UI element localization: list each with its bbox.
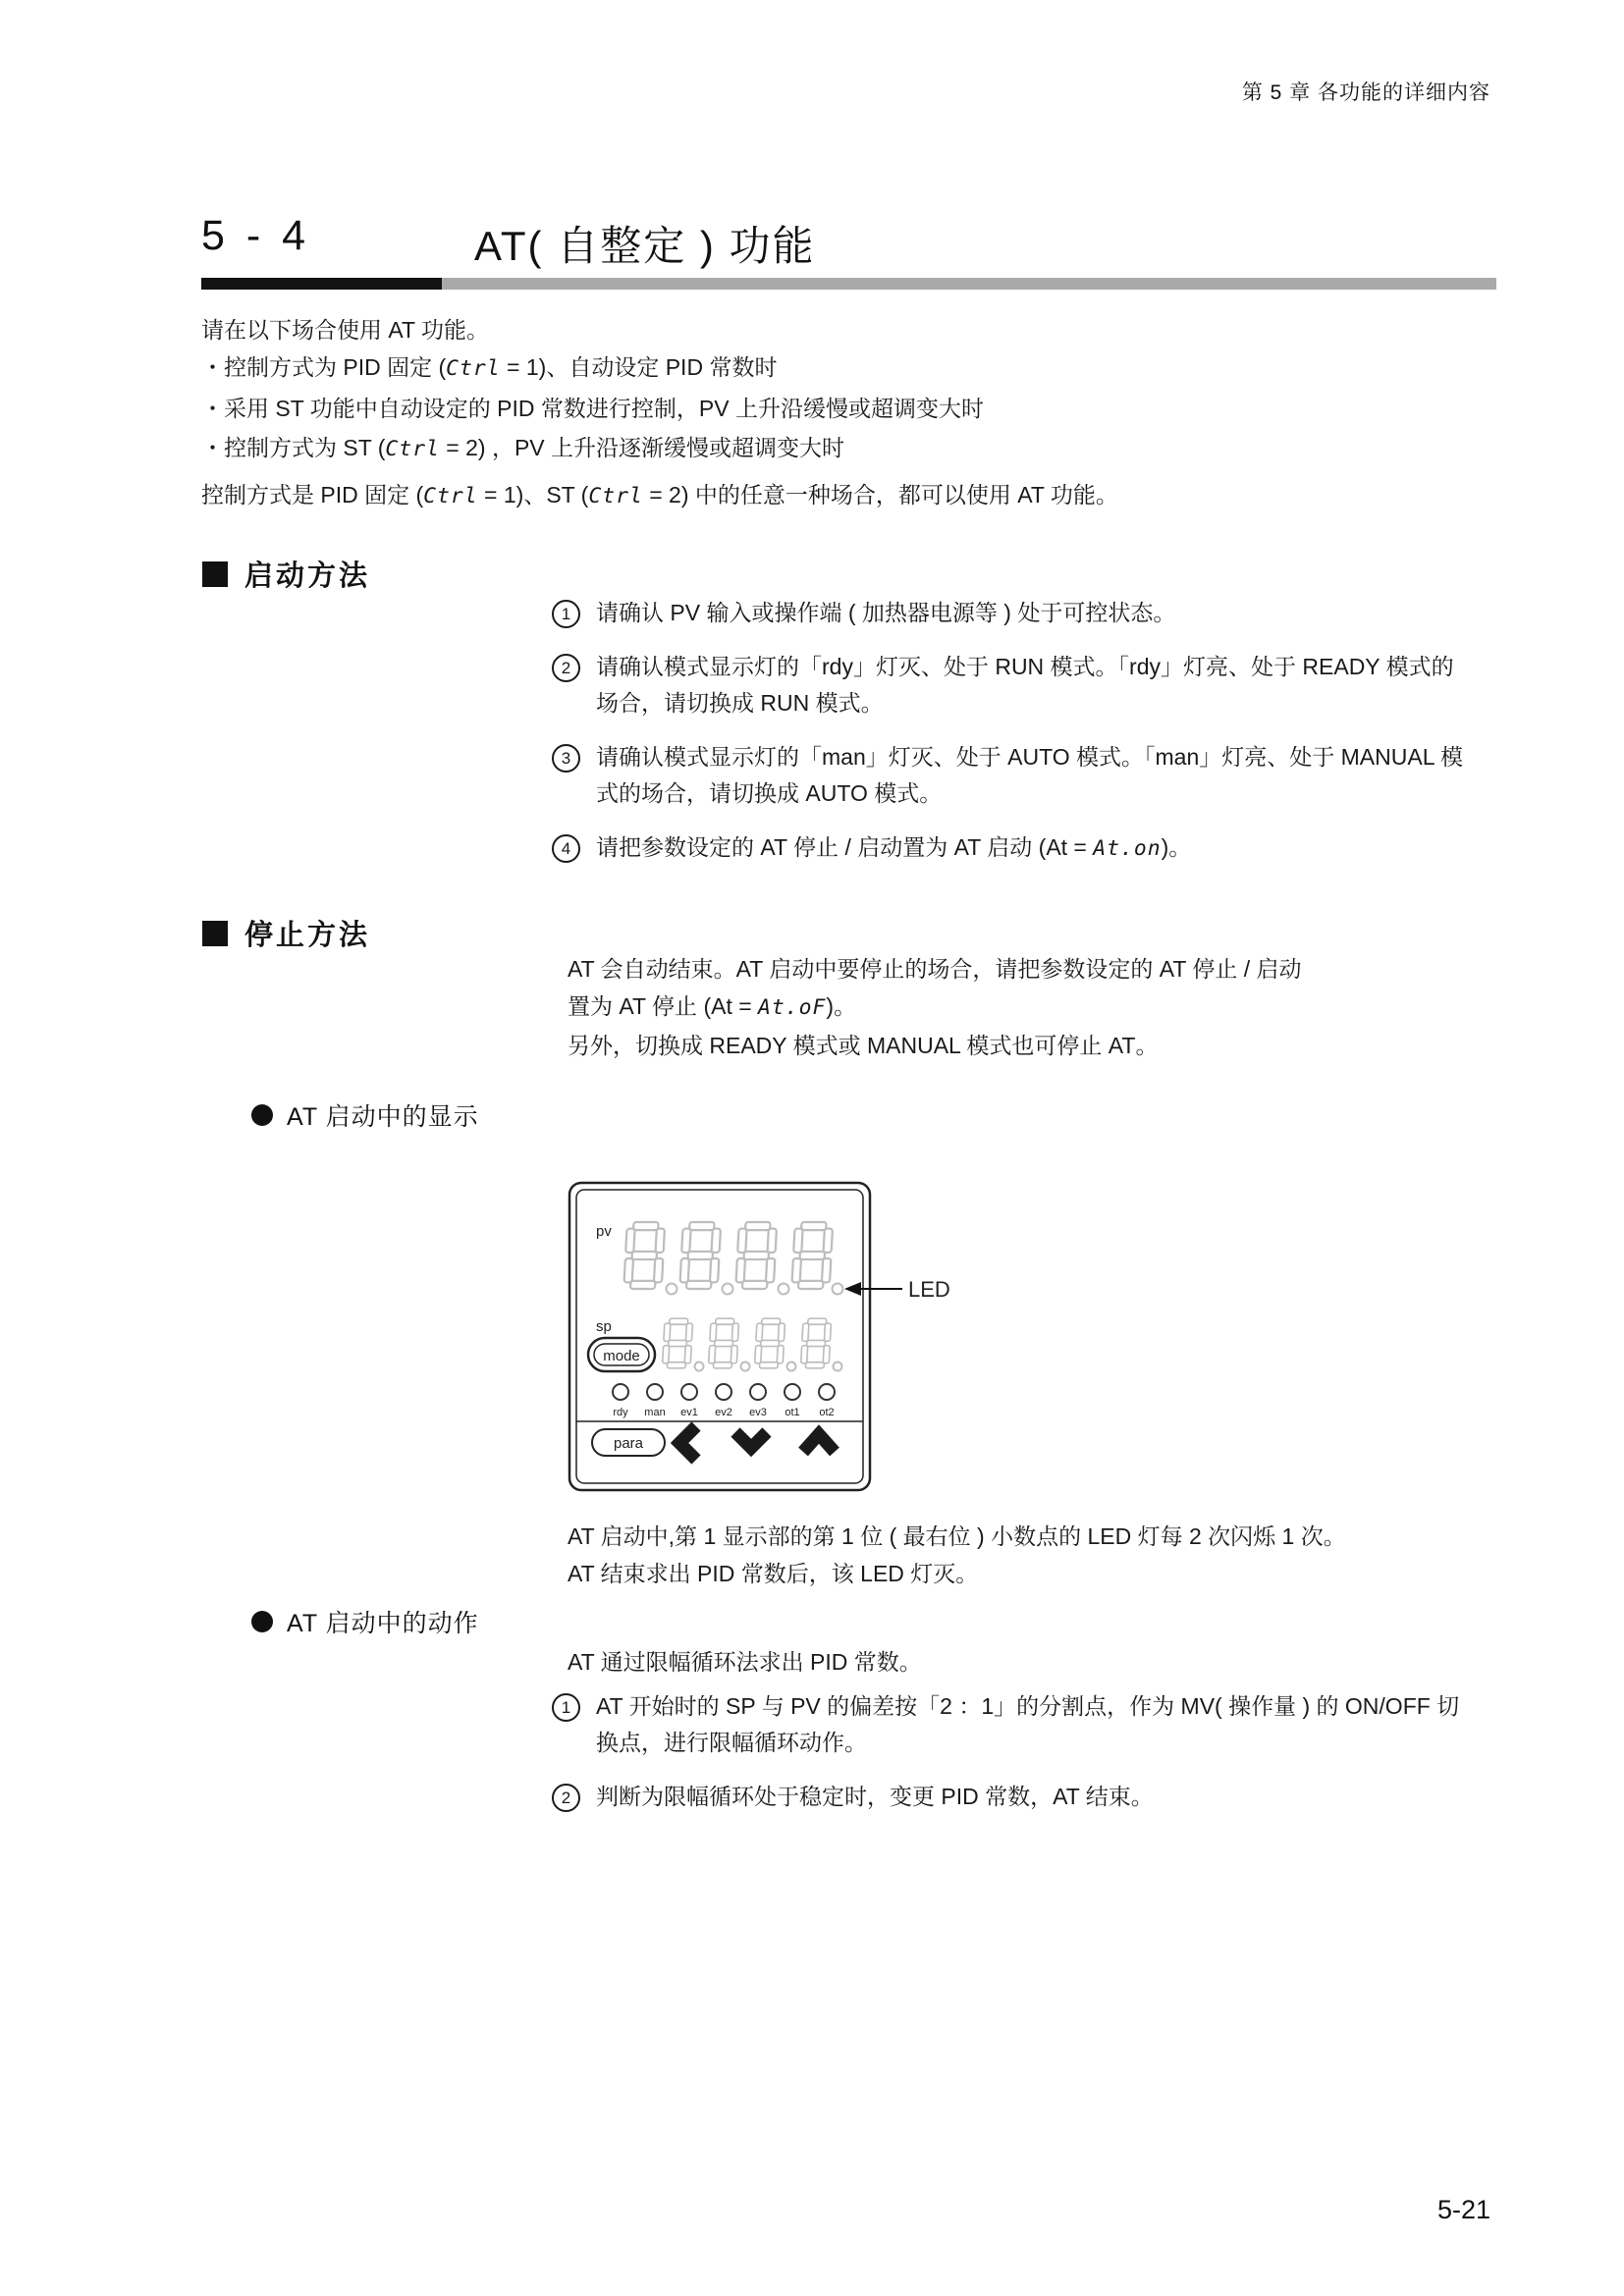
note-line: AT 结束求出 PID 常数后，该 LED 灯灭。 [568, 1561, 979, 1586]
stop-line: 置为 AT 停止 (At = At.oF)。 [568, 993, 857, 1020]
step-text: 请把参数设定的 AT 停止 / 启动置为 AT 启动 (At = At.on)。 [596, 834, 1192, 861]
stop-line: AT 会自动结束。AT 启动中要停止的场合，请把参数设定的 AT 停止 / 启动 [568, 956, 1302, 982]
step-item [552, 739, 1494, 812]
seg-display-code: Ctrl [588, 484, 643, 508]
step-number-circle: 4 [552, 834, 580, 863]
seg-display-code: At.oF [758, 995, 827, 1020]
para-key [592, 1429, 665, 1456]
bullet-item: ・控制方式为 ST (Ctrl = 2) ，PV 上升沿逐渐缓慢或超调变大时 [201, 435, 845, 461]
section-number: 5 - 4 [201, 212, 311, 259]
section-start-method [202, 554, 370, 594]
bullet-item: ・采用 ST 功能中自动设定的 PID 常数进行控制，PV 上升沿缓慢或超调变大时 [201, 396, 984, 421]
pv-decimal-dot [723, 1284, 733, 1295]
pv-decimal-dot [779, 1284, 789, 1295]
intro-bullets [201, 347, 1507, 469]
bullet-dot [251, 1611, 273, 1632]
stop-line: 另外，切换成 READY 模式或 MANUAL 模式也可停止 AT。 [568, 1033, 1159, 1058]
sp-decimal-dot [834, 1362, 842, 1371]
section-heading: 启动方法 [244, 561, 371, 592]
step-item [552, 829, 1494, 867]
section-marker-square [202, 561, 228, 587]
step-number-circle: 2 [552, 654, 580, 682]
seg-display-code: At.on [1093, 836, 1162, 861]
title-underline-bar [201, 278, 1496, 290]
sp-decimal-dot [787, 1362, 796, 1371]
controller-panel-illustration [568, 1181, 960, 1495]
step-text: 请确认 PV 输入或操作端 ( 加热器电源等 ) 处于可控状态。 [596, 600, 1176, 625]
seg-display-code: Ctrl [446, 356, 501, 381]
title-underline-bar-black [201, 278, 442, 290]
step-text: 请确认模式显示灯的「man」灯灭、处于 AUTO 模式。「man」灯亮、处于 MANUAL 模式的场合，请切换成 AUTO 模式。 [596, 744, 1464, 806]
note-line: AT 启动中,第 1 显示部的第 1 位 ( 最右位 ) 小数点的 LED 灯每 2 次闪烁 1 次。 [568, 1523, 1346, 1549]
subsection-at-action [251, 1604, 479, 1639]
indicator-label-man: man [644, 1407, 666, 1418]
action-intro: AT 通过限幅循环法求出 PID 常数。 [568, 1649, 922, 1675]
stop-method-body [568, 950, 1515, 1064]
led-decimal-dot [833, 1284, 843, 1295]
step-number-circle: 1 [552, 600, 580, 628]
sp-label: sp [596, 1318, 612, 1335]
step-number-circle: 1 [552, 1693, 580, 1722]
step-item [552, 649, 1494, 721]
subsection-heading: AT 启动中的显示 [287, 1103, 479, 1131]
mode-key [588, 1338, 655, 1371]
sp-decimal-dot [741, 1362, 750, 1371]
step-text: 请确认模式显示灯的「rdy」灯灭、处于 RUN 模式。「rdy」灯亮、处于 READY 模式的场合，请切换成 RUN 模式。 [596, 654, 1454, 716]
seg-display-code: Ctrl [423, 484, 478, 508]
step-item [552, 595, 1494, 631]
section-heading: 停止方法 [244, 920, 371, 951]
seg-display-code: Ctrl [385, 437, 440, 461]
pv-label: pv [596, 1223, 612, 1240]
action-steps [552, 1688, 1494, 1833]
section-marker-square [202, 921, 228, 946]
mode-key-label: mode [603, 1348, 640, 1364]
step-number-circle: 2 [552, 1784, 580, 1812]
page-title: AT( 自整定 ) 功能 [474, 223, 816, 269]
intro-lead: 请在以下场合使用 AT 功能。 [201, 317, 490, 343]
step-item [552, 1779, 1494, 1815]
subsection-heading: AT 启动中的动作 [287, 1610, 479, 1637]
section-stop-method [202, 913, 370, 953]
indicator-label-ot1: ot1 [785, 1407, 800, 1418]
step-item [552, 1688, 1494, 1761]
intro-summary: 控制方式是 PID 固定 (Ctrl = 1)、ST (Ctrl = 2) 中的任意一种场合，都可以使用 AT 功能。 [201, 482, 1118, 508]
indicator-label-ev2: ev2 [715, 1407, 732, 1418]
chapter-header: 第 5 章 各功能的详细内容 [1241, 81, 1490, 104]
pv-decimal-dot [667, 1284, 677, 1295]
step-number-circle: 3 [552, 744, 580, 773]
indicator-label-ev3: ev3 [749, 1407, 767, 1418]
sp-decimal-dot [695, 1362, 704, 1371]
step-text: AT 开始时的 SP 与 PV 的偏差按「2 ：1」的分割点，作为 MV( 操作量 ) 的 ON/OFF 切换点，进行限幅循环动作。 [596, 1693, 1460, 1755]
para-key-label: para [613, 1435, 644, 1452]
indicator-label-ev1: ev1 [680, 1407, 698, 1418]
display-note [568, 1518, 1520, 1592]
subsection-at-display [251, 1097, 479, 1133]
page-number: 5-21 [1436, 2195, 1490, 2224]
step-text: 判断为限幅循环处于稳定时，变更 PID 常数，AT 结束。 [596, 1784, 1154, 1809]
bullet-dot [251, 1104, 273, 1126]
indicator-label-rdy: rdy [613, 1407, 628, 1418]
indicator-label-ot2: ot2 [819, 1407, 835, 1418]
led-callout-label: LED [908, 1277, 950, 1302]
start-steps [552, 595, 1494, 884]
bullet-item: ・控制方式为 PID 固定 (Ctrl = 1)、自动设定 PID 常数时 [201, 354, 778, 381]
